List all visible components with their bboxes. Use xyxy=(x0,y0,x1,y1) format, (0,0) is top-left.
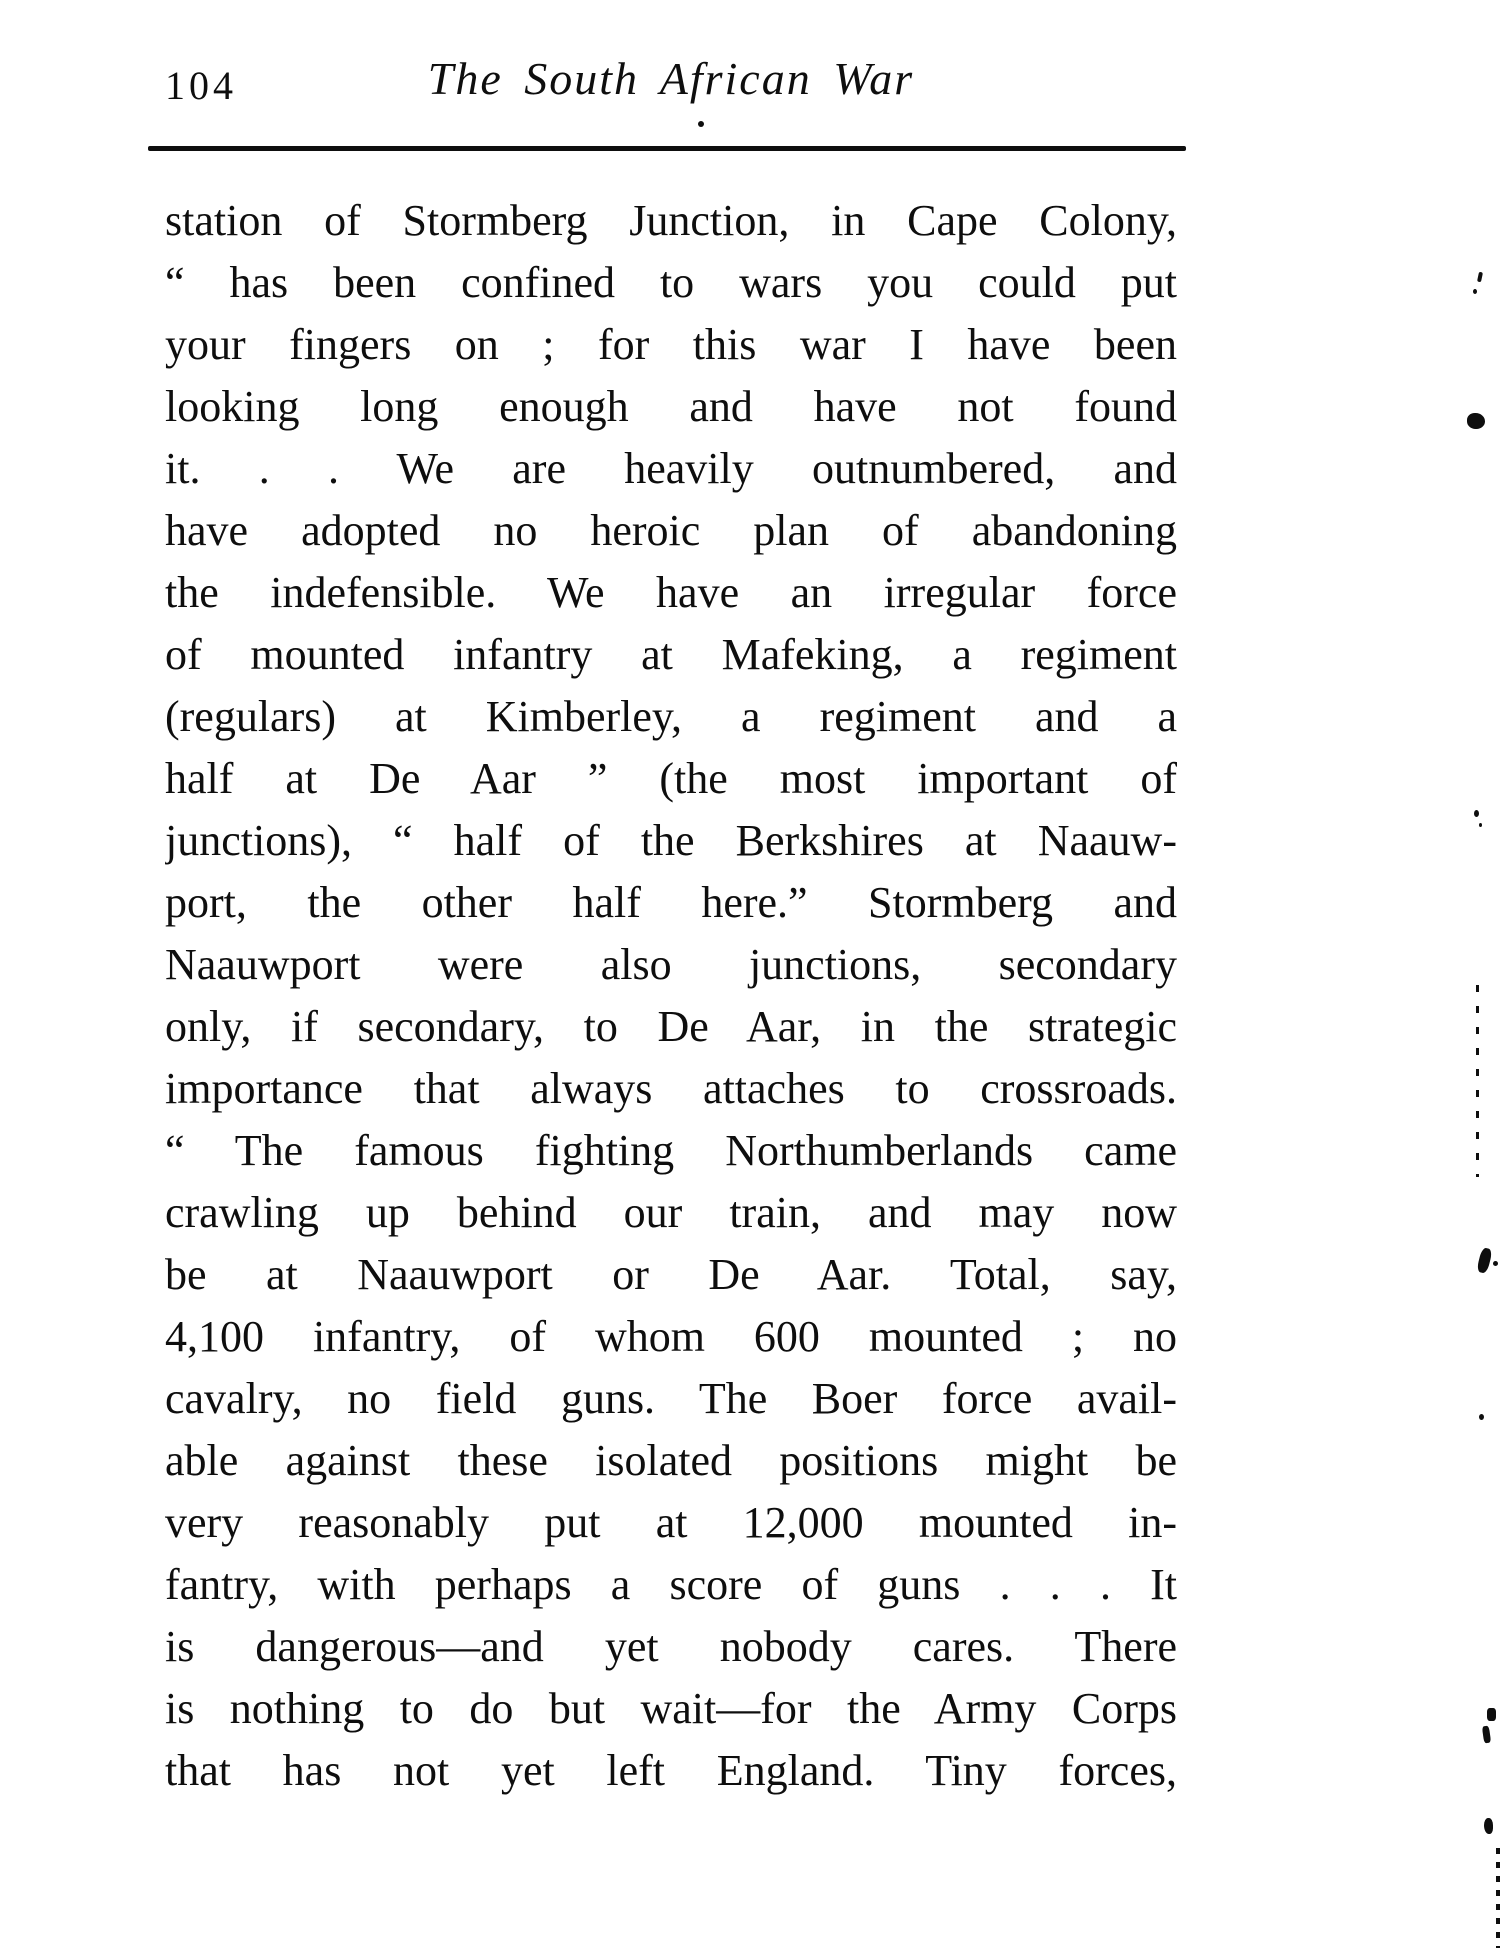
text-line: the indefensible. We have an irregular force xyxy=(165,568,1177,617)
text-line: only, if secondary, to De Aar, in the strategic xyxy=(165,1002,1177,1051)
ink-speck xyxy=(1467,413,1485,429)
ink-speck xyxy=(1474,810,1479,817)
page-header xyxy=(165,52,1177,116)
text-line: station of Stormberg Junction, in Cape Colony, xyxy=(165,196,1177,245)
text-line: cavalry, no field guns. The Boer force avail- xyxy=(165,1374,1177,1423)
text-line: have adopted no heroic plan of abandoning xyxy=(165,506,1177,555)
ink-speck xyxy=(1476,1247,1493,1274)
text-line: 4,100 infantry, of whom 600 mounted ; no xyxy=(165,1312,1177,1361)
text-line: is nothing to do but wait—for the Army Corps xyxy=(165,1684,1177,1733)
text-line: able against these isolated positions might be xyxy=(165,1436,1177,1485)
text-line: “ The famous fighting Northumberlands came xyxy=(165,1126,1177,1175)
ink-speck xyxy=(1479,823,1482,827)
ink-speck xyxy=(1484,1818,1493,1834)
ink-speck xyxy=(1482,1726,1491,1744)
text-line: very reasonably put at 12,000 mounted in- xyxy=(165,1498,1177,1547)
page-text xyxy=(165,190,1177,1802)
ink-speck xyxy=(1487,1708,1496,1721)
text-line: your fingers on ; for this war I have been xyxy=(165,320,1177,369)
ink-speck xyxy=(1473,289,1477,294)
ink-speck xyxy=(698,121,704,127)
ink-speck xyxy=(1476,985,1479,1177)
text-line: it. . . We are heavily outnumbered, and xyxy=(165,444,1177,493)
ink-speck xyxy=(1496,1848,1500,1948)
text-line: looking long enough and have not found xyxy=(165,382,1177,431)
ink-speck xyxy=(1477,272,1483,283)
text-line: junctions), “ half of the Berkshires at Naauw- xyxy=(165,816,1177,865)
text-line: Naauwport were also junctions, secondary xyxy=(165,940,1177,989)
text-line: port, the other half here.” Stormberg and xyxy=(165,878,1177,927)
running-title: The South African War xyxy=(427,53,915,104)
text-line: crawling up behind our train, and may now xyxy=(165,1188,1177,1237)
ink-speck xyxy=(1479,1414,1484,1420)
text-line: half at De Aar ” (the most important of xyxy=(165,754,1177,803)
text-line: fantry, with perhaps a score of guns . . . It xyxy=(165,1560,1177,1609)
ink-speck xyxy=(1493,1261,1498,1266)
header-rule xyxy=(148,146,1186,151)
text-line: “ has been confined to wars you could put xyxy=(165,258,1177,307)
text-line: (regulars) at Kimberley, a regiment and a xyxy=(165,692,1177,741)
text-line: that has not yet left England. Tiny forces, xyxy=(165,1746,1177,1795)
text-line: importance that always attaches to crossroads. xyxy=(165,1064,1177,1113)
text-line: be at Naauwport or De Aar. Total, say, xyxy=(165,1250,1177,1299)
page-number: 104 xyxy=(165,63,237,108)
text-line: is dangerous—and yet nobody cares. There xyxy=(165,1622,1177,1671)
text-line: of mounted infantry at Mafeking, a regiment xyxy=(165,630,1177,679)
